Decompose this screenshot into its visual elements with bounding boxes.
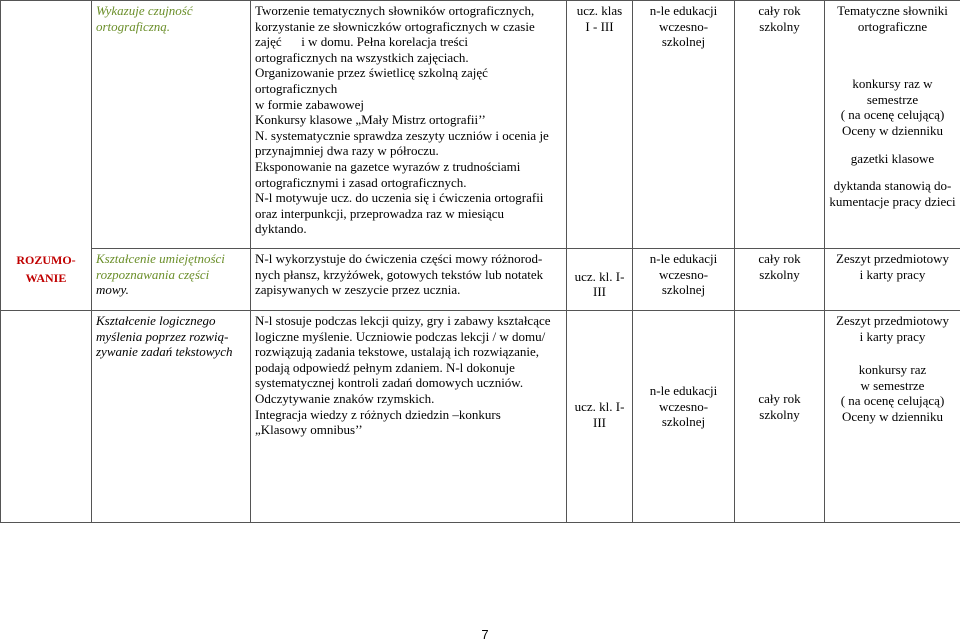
when-cell: [735, 311, 825, 523]
responsible-cell: [633, 311, 735, 523]
method-line: podają odpowiedź pełnym zdaniem. N-l dokonuje: [255, 360, 562, 376]
table-row: [1, 249, 960, 311]
evaluation-line: Tematyczne słowniki: [829, 3, 956, 19]
responsible-line: n-le edukacji: [637, 383, 730, 399]
method-line: Tworzenie tematycznych słowników ortograficznych,: [255, 3, 562, 19]
method-line: Organizowanie przez świetlicę szkolną zajęć: [255, 65, 562, 81]
method-line: ortograficznych: [255, 81, 562, 97]
who-line: I - III: [571, 19, 628, 35]
when-line: szkolny: [739, 407, 820, 423]
method-line: nych płansz, krzyżówek, gotowych tekstów lub notatek: [255, 267, 562, 283]
evaluation-cell: [825, 249, 960, 311]
when-line: cały rok: [739, 391, 820, 407]
when-line: cały rok: [739, 3, 820, 19]
responsible-line: wczesno-: [637, 19, 730, 35]
area-cell: [1, 311, 92, 523]
responsible-line: szkolnej: [637, 282, 730, 298]
goal-line: mowy.: [96, 282, 246, 298]
responsible-line: wczesno-: [637, 267, 730, 283]
method-line: zapisywanych w zeszycie przez ucznia.: [255, 282, 562, 298]
goal-cell: [92, 249, 251, 311]
goal-line: ortograficzną.: [96, 19, 246, 35]
evaluation-line: Oceny w dzienniku: [829, 123, 956, 139]
goal-cell: [92, 1, 251, 249]
who-cell: [567, 1, 633, 249]
evaluation-line: kumentacje pracy dzieci: [829, 194, 956, 210]
area-label: WANIE: [5, 269, 87, 287]
method-line: systematycznej kontroli zadań domowych uczniów.: [255, 375, 562, 391]
responsible-line: szkolnej: [637, 34, 730, 50]
area-cell: [1, 249, 92, 311]
evaluation-line: konkursy raz: [829, 362, 956, 378]
area-cell: [1, 1, 92, 249]
method-line: Integracja wiedzy z różnych dziedzin –konkurs: [255, 407, 562, 423]
evaluation-line: konkursy raz w: [829, 76, 956, 92]
evaluation-line: dyktanda stanowią do-: [829, 178, 956, 194]
goal-line: Kształcenie umiejętności: [96, 251, 246, 267]
evaluation-cell: [825, 311, 960, 523]
who-cell: [567, 311, 633, 523]
when-line: szkolny: [739, 19, 820, 35]
when-line: cały rok: [739, 251, 820, 267]
who-cell: [567, 249, 633, 311]
when-cell: [735, 1, 825, 249]
methods-cell: [251, 249, 567, 311]
goal-line: myślenia poprzez rozwią-: [96, 329, 246, 345]
area-label: ROZUMO-: [5, 251, 87, 269]
responsible-cell: [633, 1, 735, 249]
page-number: 7: [470, 627, 500, 642]
method-line: korzystanie ze słowniczków ortograficznych w czasie: [255, 19, 562, 35]
method-line: Konkursy klasowe „Mały Mistrz ortografii’’: [255, 112, 562, 128]
evaluation-line: Zeszyt przedmiotowy: [829, 251, 956, 267]
when-cell: [735, 249, 825, 311]
method-line: N-l motywuje ucz. do uczenia się i ćwiczenia ortografii: [255, 190, 562, 206]
method-line: w formie zabawowej: [255, 97, 562, 113]
goal-line: rozpoznawania części: [96, 267, 246, 283]
methods-cell: [251, 311, 567, 523]
evaluation-line: semestrze: [829, 92, 956, 108]
method-line: logiczne myślenie. Uczniowie podczas lekcji / w domu/: [255, 329, 562, 345]
method-line: „Klasowy omnibus’’: [255, 422, 562, 438]
evaluation-line: Zeszyt przedmiotowy: [829, 313, 956, 329]
who-line: ucz. kl. I-III: [571, 399, 628, 430]
table-row: [1, 1, 960, 249]
goal-line: zywanie zadań tekstowych: [96, 344, 246, 360]
evaluation-line: i karty pracy: [829, 329, 956, 345]
when-line: szkolny: [739, 267, 820, 283]
responsible-line: wczesno-: [637, 399, 730, 415]
method-line: zajęć i w domu. Pełna korelacja treści: [255, 34, 562, 50]
method-line: ortograficznych na wszystkich zajęciach.: [255, 50, 562, 66]
evaluation-line: ( na ocenę celującą): [829, 393, 956, 409]
method-line: rozwiązują zadania tekstowe, ustalają ich rozwiązanie,: [255, 344, 562, 360]
method-line: ortograficznymi i zasad ortograficznych.: [255, 175, 562, 191]
method-line: Eksponowanie na gazetce wyrazów z trudnościami: [255, 159, 562, 175]
evaluation-line: ortograficzne: [829, 19, 956, 35]
method-line: dyktando.: [255, 221, 562, 237]
responsible-line: n-le edukacji: [637, 3, 730, 19]
responsible-line: n-le edukacji: [637, 251, 730, 267]
method-line: N-l stosuje podczas lekcji quizy, gry i zabawy kształcące: [255, 313, 562, 329]
evaluation-line: ( na ocenę celującą): [829, 107, 956, 123]
responsible-cell: [633, 249, 735, 311]
evaluation-line: w semestrze: [829, 378, 956, 394]
goal-line: Wykazuje czujność: [96, 3, 246, 19]
table-row: [1, 311, 960, 523]
who-line: ucz. kl. I-III: [571, 269, 628, 300]
evaluation-line: Oceny w dzienniku: [829, 409, 956, 425]
method-line: Odczytywanie znaków rzymskich.: [255, 391, 562, 407]
goal-line: Kształcenie logicznego: [96, 313, 246, 329]
method-line: przynajmniej dwa razy w półroczu.: [255, 143, 562, 159]
responsible-line: szkolnej: [637, 414, 730, 430]
methods-cell: [251, 1, 567, 249]
who-line: ucz. klas: [571, 3, 628, 19]
evaluation-cell: [825, 1, 960, 249]
method-line: oraz interpunkcji, przeprowadza raz w miesiącu: [255, 206, 562, 222]
evaluation-line: gazetki klasowe: [829, 151, 956, 167]
goal-cell: [92, 311, 251, 523]
evaluation-line: i karty pracy: [829, 267, 956, 283]
method-line: N. systematycznie sprawdza zeszyty uczniów i ocenia je: [255, 128, 562, 144]
method-line: N-l wykorzystuje do ćwiczenia części mowy różnorod-: [255, 251, 562, 267]
